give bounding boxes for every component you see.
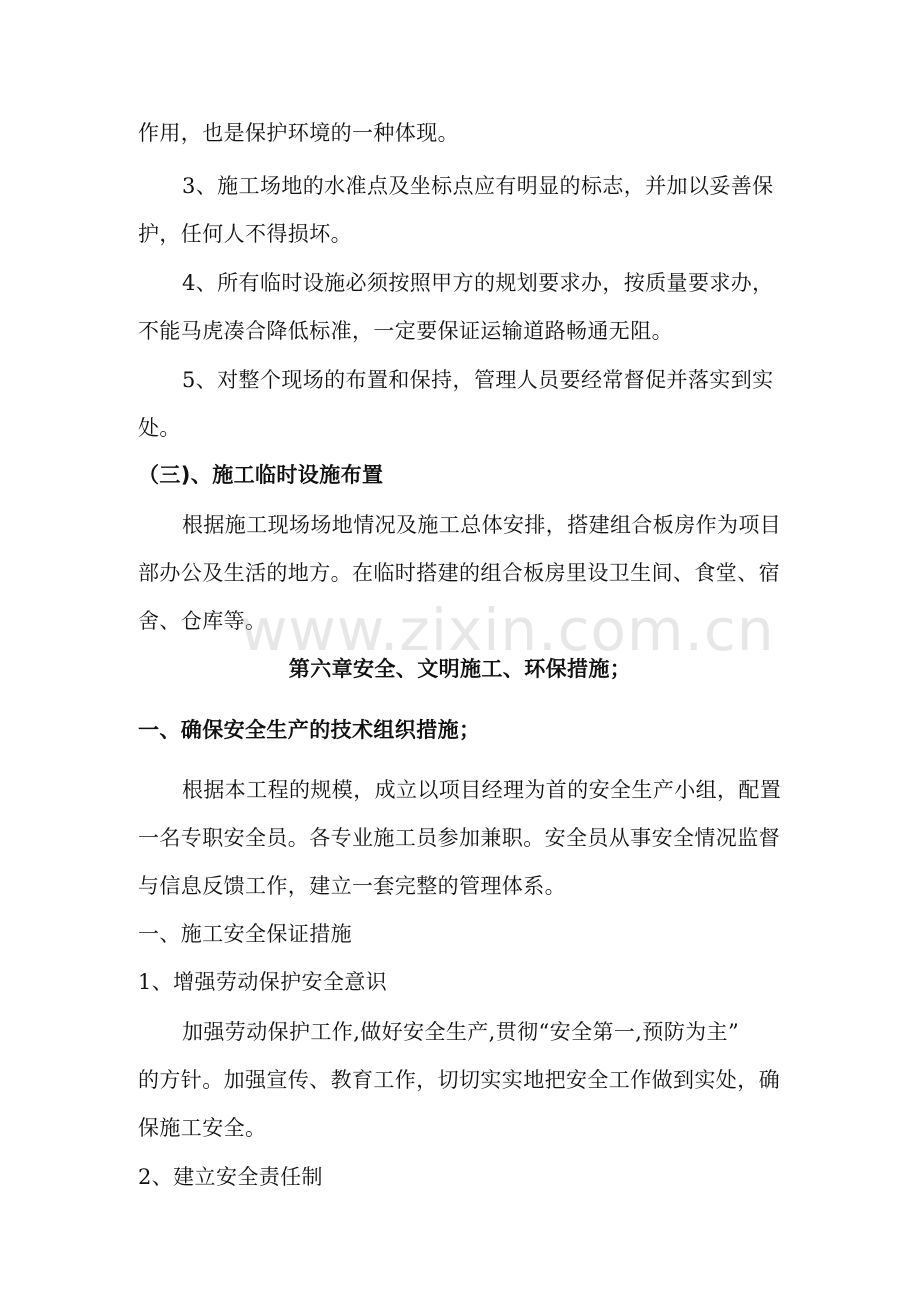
chapter-title: 第六章安全、文明施工、环保措施； [288,657,632,681]
paragraph-line: 与信息反馈工作，建立一套完整的管理体系。 [138,874,566,898]
item-heading: 1、增强劳动保护安全意识 [138,970,388,994]
paragraph-line: 4、所有临时设施必须按照甲方的规划要求办，按质量要求办， [182,271,774,295]
paragraph-line: 根据施工现场场地情况及施工总体安排，搭建组合板房作为项目 [182,513,782,537]
paragraph-line: 不能马虎凑合降低标准，一定要保证运输道路畅通无阻。 [138,319,673,343]
section-heading: 一、确保安全生产的技术组织措施； [138,718,481,742]
paragraph-line: 作用，也是保护环境的一种体现。 [138,121,459,145]
watermark: www.zixin.com.cn [240,596,775,664]
item-heading: 2、建立安全责任制 [138,1165,323,1189]
paragraph-line: 一名专职安全员。各专业施工员参加兼职。安全员从事安全情况监督 [138,826,780,850]
paragraph-line: 保施工安全。 [138,1116,267,1140]
paragraph-line: 处。 [138,416,181,440]
paragraph-line: 3、施工场地的水准点及坐标点应有明显的标志，并加以妥善保 [182,174,774,198]
paragraph-line: 部办公及生活的地方。在临时搭建的组合板房里设卫生间、食堂、宿 [138,561,780,585]
paragraph-line: 的方针。加强宣传、教育工作，切切实实地把安全工作做到实处，确 [138,1068,780,1092]
paragraph-line: 护，任何人不得损坏。 [138,222,352,246]
paragraph-line: 5、对整个现场的布置和保持，管理人员要经常督促并落实到实 [182,368,774,392]
paragraph-line: 舍、仓库等。 [138,609,267,633]
section-heading: （三)、施工临时设施布置 [138,463,384,487]
paragraph-line: 根据本工程的规模，成立以项目经理为首的安全生产小组，配置 [182,778,782,802]
paragraph-line: 加强劳动保护工作,做好安全生产,贯彻“安全第一,预防为主” [182,1020,740,1044]
subsection-heading: 一、施工安全保证措施 [138,922,352,946]
